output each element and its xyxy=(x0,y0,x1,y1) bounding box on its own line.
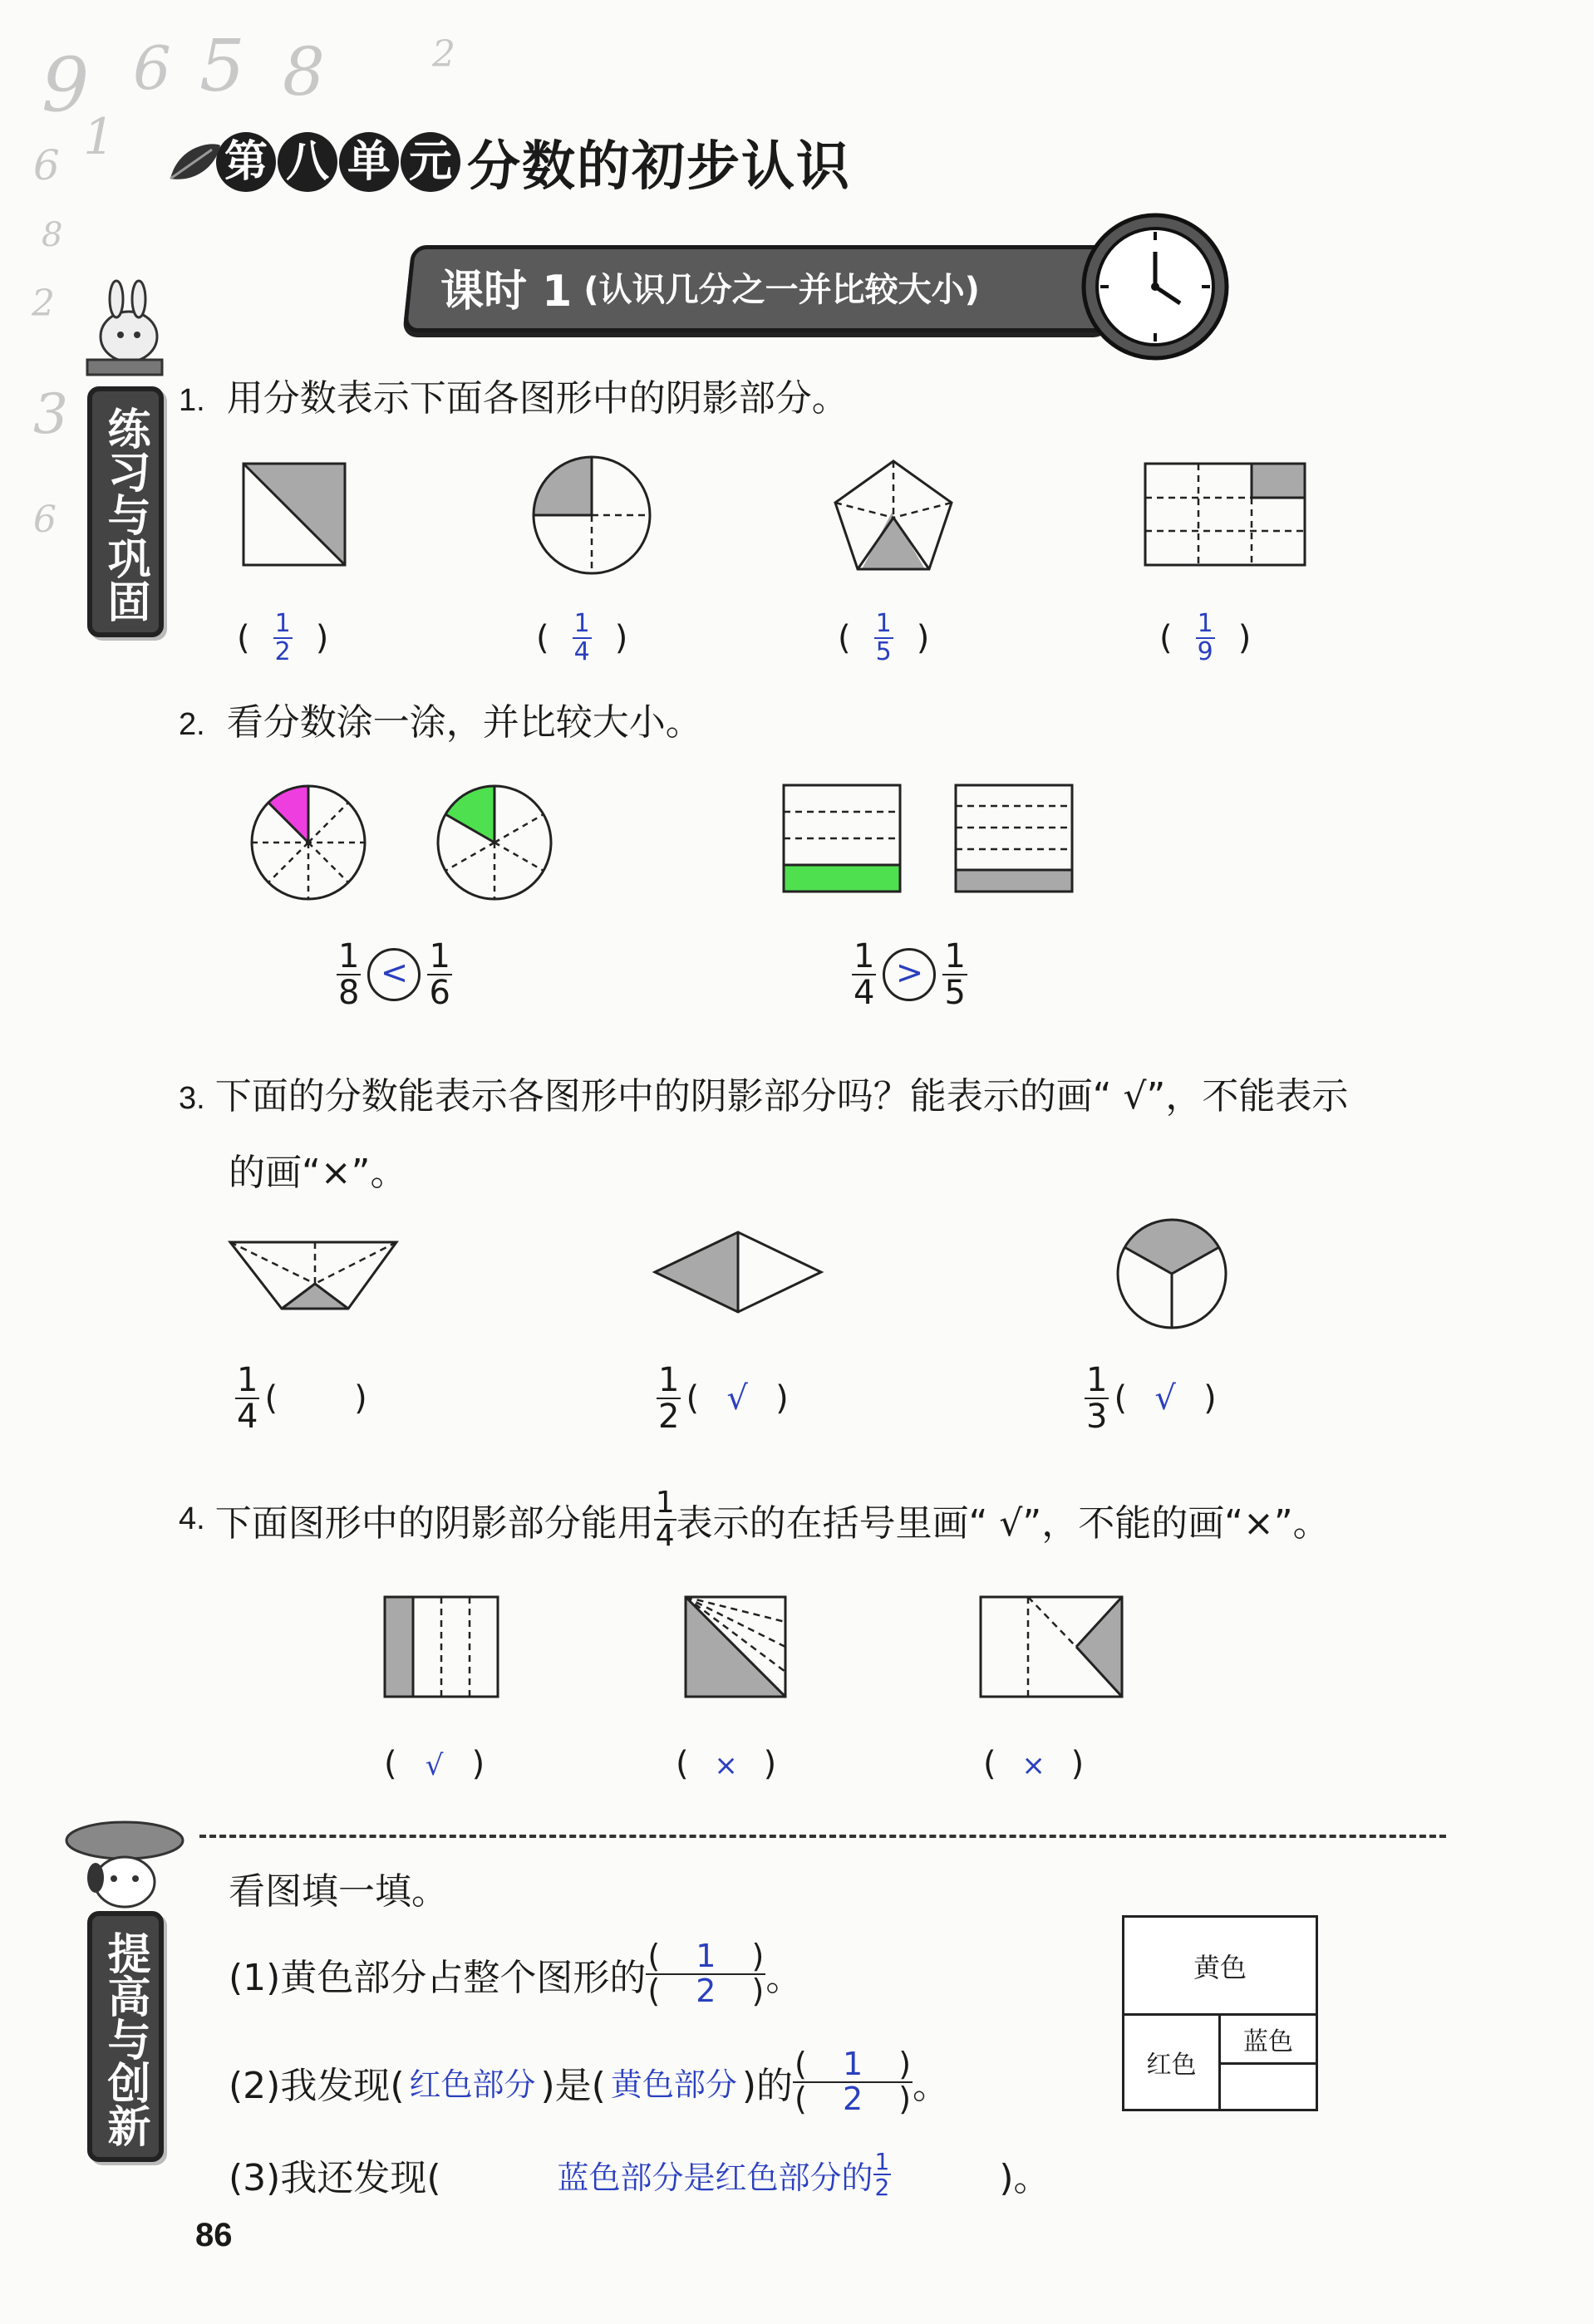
improve-badge xyxy=(87,1911,164,2162)
q1-answer-3-denominator: 5 xyxy=(875,636,892,666)
q2-circle-eighths xyxy=(252,786,372,907)
ext-part-3 xyxy=(229,2148,1050,2201)
ext-part-2-answer-2: 黄色部分 xyxy=(610,2066,737,2104)
ext-part-2-denominator: 2 xyxy=(842,2080,863,2117)
q2-right-b-numerator: 1 xyxy=(944,937,966,975)
q2-text: 看分数涂一涂，并比较大小。 xyxy=(226,701,702,744)
unit-title-char-3: 单 xyxy=(339,132,399,192)
q1-answer-4-numerator: 1 xyxy=(1197,609,1213,638)
q2-right-a-numerator: 1 xyxy=(854,937,875,975)
q4-answer-1-mark: √ xyxy=(425,1749,444,1782)
unit-title-char-4: 元 xyxy=(401,132,460,192)
q1-square-figure xyxy=(244,464,352,572)
q1-rectangle-figure xyxy=(1145,464,1311,572)
ext-part-1-text: (1)黄色部分占整个图形的 xyxy=(229,1956,647,1999)
q4-frac-numerator: 1 xyxy=(655,1486,675,1520)
lesson-title xyxy=(440,256,980,318)
q2-left-a-numerator: 1 xyxy=(338,937,360,975)
q3-circle-figure xyxy=(1118,1220,1234,1336)
ext-part-3-text: (3)我还发现( xyxy=(229,2157,441,2199)
q1-answer-4: ( $\frac{1}{9}$ ) xyxy=(1159,609,1252,666)
q2-right-comparison xyxy=(852,939,967,1010)
q2-prompt xyxy=(179,692,702,745)
q2-circle-sixths xyxy=(438,786,558,907)
q4-prompt xyxy=(179,1487,1330,1552)
ext-intro: 看图填一填。 xyxy=(229,1870,448,1913)
q1-answer-3-numerator: 1 xyxy=(875,609,892,638)
q3-item-2-mark: √ xyxy=(726,1379,748,1417)
color-diagram xyxy=(1122,1915,1318,2111)
q3-item-1-denominator: 4 xyxy=(237,1398,258,1436)
ext-part-2-text-a: (2)我发现( xyxy=(229,2064,405,2107)
q2-right-a-denominator: 4 xyxy=(854,974,875,1012)
q1-answer-1-numerator: 1 xyxy=(274,609,291,638)
q2-left-b-numerator: 1 xyxy=(429,937,450,975)
q1-prompt xyxy=(179,368,849,421)
practice-badge xyxy=(87,386,164,637)
q3-text-line2: 的画“×”。 xyxy=(229,1152,407,1194)
q2-left-a-denominator: 8 xyxy=(338,974,360,1012)
q1-answer-1: ( $\frac{1}{2}$ ) xyxy=(237,609,329,666)
q4-strips-figure xyxy=(385,1597,505,1705)
q3-item-2-denominator: 2 xyxy=(658,1398,680,1436)
color-diagram-blue-label: 蓝色 xyxy=(1243,2027,1293,2056)
ext-part-1-denominator: 2 xyxy=(696,1972,716,2009)
ext-part-2-text-c: )的 xyxy=(741,2064,794,2107)
unit-title-char-2: 八 xyxy=(278,132,337,192)
page-number: 86 xyxy=(195,2217,233,2253)
ext-part-2-answer-1: 红色部分 xyxy=(409,2066,536,2104)
q3-item-3: $\frac{1}{3}$ ( √ ) xyxy=(1086,1361,1217,1436)
lesson-number: 课时 1 xyxy=(440,267,573,317)
ext-part-2: (2)我发现( 红色部分 )是( 黄色部分 )的 ( 1 ) ( 2 ) 。 xyxy=(229,2046,950,2117)
ext-part-3-answer: 蓝色部分是红色部分的 xyxy=(557,2159,873,2196)
q4-answer-3: ( × ) xyxy=(983,1745,1085,1783)
leaf-icon xyxy=(166,137,224,187)
ext-part-3-end: )。 xyxy=(999,2157,1050,2199)
q4-rect-triangle-figure xyxy=(981,1597,1130,1705)
q3-number: 3. xyxy=(179,1081,205,1116)
q4-answer-3-mark: × xyxy=(1021,1749,1045,1782)
q3-trapezoid-figure xyxy=(230,1242,405,1325)
q3-item-3-denominator: 3 xyxy=(1086,1398,1108,1436)
q4-text-before: 下面图形中的阴影部分能用 xyxy=(214,1501,654,1545)
q4-number: 4. xyxy=(179,1501,205,1537)
q4-triangle-square-figure xyxy=(686,1597,794,1705)
q1-answer-1-denominator: 2 xyxy=(274,636,291,666)
clock-icon xyxy=(1080,212,1230,361)
ext-part-2-numerator: 1 xyxy=(842,2046,863,2082)
q1-answer-2: ( $\frac{1}{4}$ ) xyxy=(536,609,628,666)
q3-item-2-numerator: 1 xyxy=(658,1361,680,1399)
color-diagram-yellow-label: 黄色 xyxy=(1193,1951,1247,1983)
ext-part-3-denominator: 2 xyxy=(874,2174,890,2201)
q2-right-operator: > xyxy=(883,948,936,1001)
lesson-subtitle: (认识几分之一并比较大小) xyxy=(583,271,980,309)
ext-part-2-text-b: )是( xyxy=(540,2064,606,2107)
q3-item-3-numerator: 1 xyxy=(1086,1361,1108,1399)
q4-text-after: 表示的在括号里画“ √”，不能的画“×”。 xyxy=(676,1501,1330,1545)
improve-badge-text: 提高与创新 xyxy=(100,1931,150,2147)
puppy-mascot-icon xyxy=(62,1815,187,1915)
q2-left-b-denominator: 6 xyxy=(429,974,450,1012)
unit-title-char-1: 第 xyxy=(216,132,276,192)
section-divider xyxy=(199,1835,1446,1838)
q3-item-1-numerator: 1 xyxy=(237,1361,258,1399)
q1-answer-2-numerator: 1 xyxy=(573,609,590,638)
q1-answer-4-denominator: 9 xyxy=(1197,636,1213,666)
q3-item-2: $\frac{1}{2}$ ( √ ) xyxy=(658,1361,789,1436)
q1-number: 1. xyxy=(179,383,205,418)
q1-pentagon-figure xyxy=(834,461,958,577)
q2-rect-quarters xyxy=(784,785,908,897)
decorative-digits: 9 6 5 8 2 6 1 8 2 3 6 xyxy=(32,25,455,541)
color-diagram-blue-cell xyxy=(1221,2016,1316,2065)
color-diagram-red-label: 红色 xyxy=(1146,2051,1197,2080)
q4-answer-2-mark: × xyxy=(714,1749,738,1782)
q3-item-1: $\frac{1}{4}$ ( ) xyxy=(237,1361,367,1436)
q4-answer-1: ( √ ) xyxy=(384,1745,485,1783)
q2-right-b-denominator: 5 xyxy=(944,974,966,1012)
q3-rhombus-figure xyxy=(655,1232,829,1315)
unit-title xyxy=(166,125,851,199)
practice-badge-text: 练习与巩固 xyxy=(100,406,150,622)
ext-part-1: (1)黄色部分占整个图形的 ( 1 ) ( 2 ) 。 xyxy=(229,1938,803,2009)
q1-answer-2-denominator: 4 xyxy=(573,636,590,666)
color-diagram-yellow-cell xyxy=(1124,1918,1316,2016)
q4-answer-2: ( × ) xyxy=(676,1745,777,1783)
q3-prompt xyxy=(179,1059,1467,1211)
ext-part-3-numerator: 1 xyxy=(874,2147,890,2175)
q2-left-comparison xyxy=(337,939,452,1010)
q1-text: 用分数表示下面各图形中的阴影部分。 xyxy=(226,377,849,420)
q3-text-line1: 下面的分数能表示各图形中的阴影部分吗？能表示的画“ √”，不能表示 xyxy=(214,1075,1349,1118)
unit-title-text: 分数的初步认识 xyxy=(467,136,851,198)
q3-item-3-mark: √ xyxy=(1154,1379,1176,1417)
q2-left-operator: < xyxy=(367,948,421,1001)
rabbit-mascot-icon xyxy=(71,287,179,378)
ext-part-1-numerator: 1 xyxy=(696,1938,716,1974)
color-diagram-red-cell xyxy=(1124,2016,1221,2109)
q4-frac-denominator: 4 xyxy=(655,1518,675,1553)
q1-circle-figure xyxy=(534,457,658,582)
q2-number: 2. xyxy=(179,707,205,742)
q2-rect-fifths xyxy=(956,785,1080,897)
q1-answer-3: ( $\frac{1}{5}$ ) xyxy=(838,609,930,666)
